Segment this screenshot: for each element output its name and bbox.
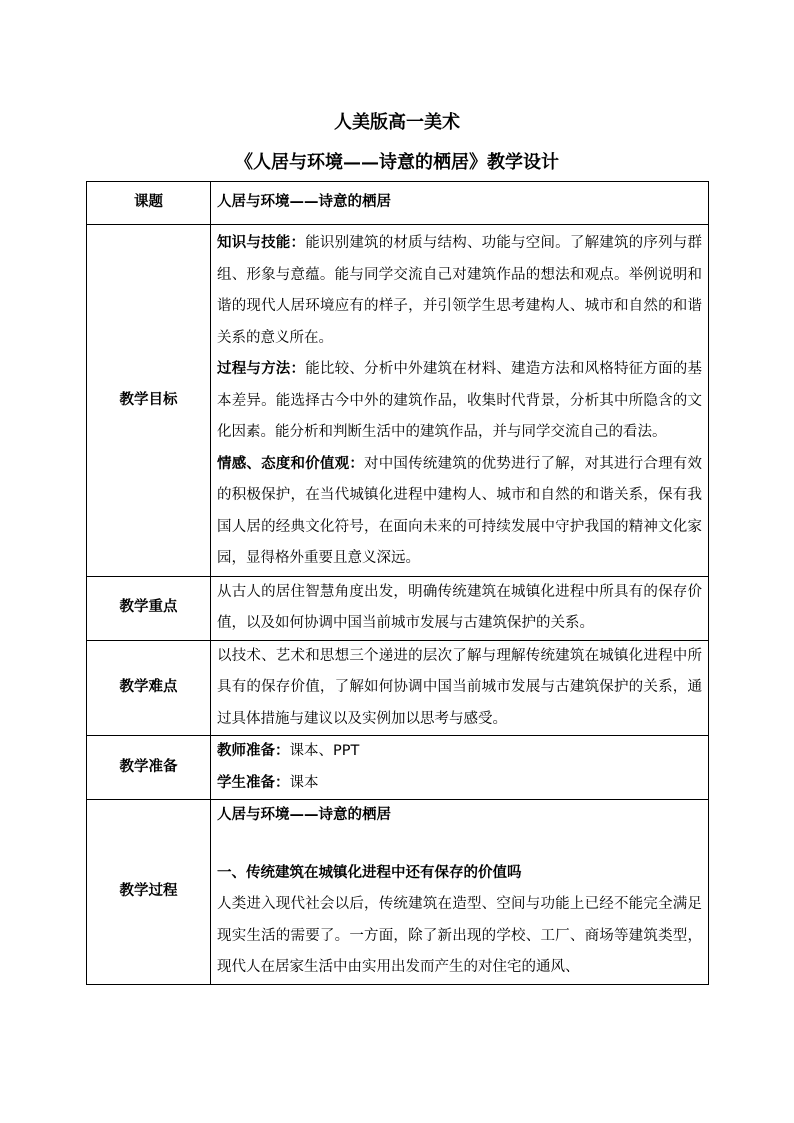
label-preparation: 教学准备 — [87, 736, 211, 800]
student-prep-text: 课本 — [289, 774, 319, 791]
difficulties-content — [211, 640, 709, 736]
difficulties-text: 以技术、艺术和思想三个递进的层次了解与理解传统建筑在城镇化进程中所具有的保存价值，了解如何协调中国当前城市发展与古建筑保护的关系，通过具体措施与建议以及实例加以思考与感受。 — [217, 647, 702, 727]
student-prep — [217, 768, 702, 800]
document-title: 《人居与环境——诗意的栖居》教学设计 — [235, 152, 559, 173]
row-preparation — [87, 736, 709, 800]
row-key-points — [87, 576, 709, 640]
goals-content — [211, 225, 709, 577]
goal-knowledge-head: 知识与技能： — [217, 235, 306, 251]
goal-knowledge — [217, 228, 702, 354]
goal-knowledge-text: 能识别建筑的材质与结构、功能与空间。了解建筑的序列与群组、形象与意蕴。能与同学交流自己对建筑作品的想法和观点。举例说明和谐的现代人居环境应有的样子，并引领学生思考建构人、城市和自然的和谐关系的意义所在。 — [217, 235, 702, 346]
key-points-content — [211, 576, 709, 640]
student-prep-head: 学生准备： — [217, 774, 290, 791]
document-subtitle: 人美版高一美术 — [334, 112, 460, 133]
process-gap — [217, 832, 702, 858]
goal-attitude-text: 对中国传统建筑的优势进行了解，对其进行合理有效的积极保护，在当代城镇化进程中建构人、城市和自然的和谐关系，保有我国人居的经典文化符号，在面向未来的可持续发展中守护我国的精神文化家园，显得格外重要且意义深远。 — [217, 455, 702, 566]
label-goals: 教学目标 — [87, 225, 211, 577]
topic-value — [211, 182, 709, 225]
row-process — [87, 800, 709, 985]
teacher-prep-text: 课本、PPT — [289, 743, 360, 759]
label-process: 教学过程 — [87, 800, 211, 985]
goal-process-text: 能比较、分析中外建筑在材料、建造方法和风格特征方面的基本差异。能选择古今中外的建筑作品，收集时代背景，分析其中所隐含的文化因素。能分析和判断生活中的建筑作品，并与同学交流自己的看法。 — [217, 361, 702, 440]
label-key-points: 教学重点 — [87, 576, 211, 640]
label-topic: 课题 — [87, 182, 211, 225]
teacher-prep-head: 教师准备： — [217, 743, 290, 759]
goal-attitude — [217, 449, 702, 575]
key-points-text: 从古人的居住智慧角度出发，明确传统建筑在城镇化进程中所具有的保存价值，以及如何协调中国当前城市发展与古建筑保护的关系。 — [217, 583, 702, 631]
preparation-content — [211, 736, 709, 800]
row-topic — [87, 182, 709, 225]
goal-process — [217, 354, 702, 449]
teacher-prep — [217, 736, 702, 768]
row-goals — [87, 225, 709, 577]
lesson-plan-table — [86, 181, 709, 985]
row-difficulties — [87, 640, 709, 736]
topic-text: 人居与环境——诗意的栖居 — [217, 194, 391, 211]
process-section-heading: 一、传统建筑在城镇化进程中还有保存的价值吗 — [217, 864, 522, 881]
process-title: 人居与环境——诗意的栖居 — [217, 807, 391, 823]
label-difficulties: 教学难点 — [87, 640, 211, 736]
goal-attitude-head: 情感、态度和价值观： — [217, 455, 365, 472]
process-text: 人类进入现代社会以后，传统建筑在造型、空间与功能上已经不能完全满足现实生活的需要了。一方面，除了新出现的学校、工厂、商场等建筑类型，现代人在居家生活中由实用出发而产生的对住宅的通风、 — [217, 896, 702, 975]
process-content — [211, 800, 709, 985]
goal-process-head: 过程与方法： — [217, 361, 306, 377]
